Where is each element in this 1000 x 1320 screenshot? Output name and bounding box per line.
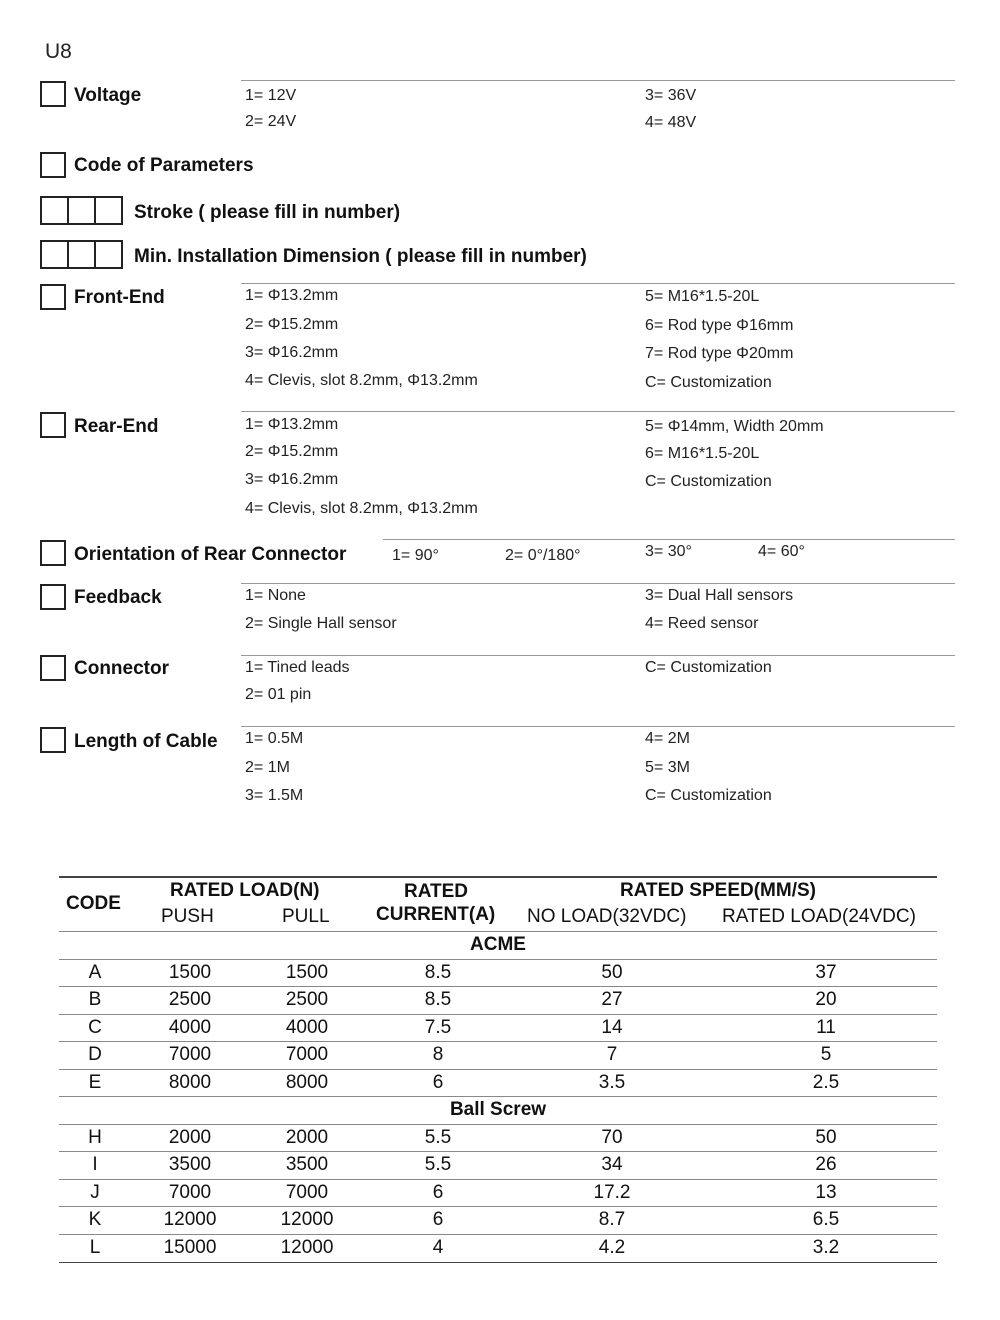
feedback-checkbox[interactable]	[40, 584, 66, 610]
row-divider	[59, 1234, 937, 1235]
cable-length-option: 5= 3M	[645, 759, 690, 776]
front-end-label: Front-End	[74, 287, 165, 308]
cell-pull: 2000	[285, 1126, 329, 1148]
cell-code: I	[92, 1154, 98, 1175]
rear-end-option: 5= Φ14mm, Width 20mm	[645, 418, 824, 435]
cell-current: 6	[432, 1071, 444, 1093]
cell-pull: 12000	[280, 1236, 334, 1258]
cell-rated-load-speed: 37	[815, 961, 837, 983]
cell-code: J	[90, 1181, 100, 1203]
cell-rated-load-speed: 3.2	[812, 1236, 840, 1258]
cell-pull: 7000	[285, 1181, 329, 1203]
section-divider	[59, 931, 937, 932]
cell-rated-load-speed: 13	[815, 1181, 837, 1203]
header-push: PUSH	[161, 906, 214, 927]
feedback-option: 2= Single Hall sensor	[245, 615, 397, 632]
cell-push: 2000	[168, 1126, 212, 1148]
table-top-rule	[59, 876, 937, 878]
cell-pull: 8000	[285, 1071, 329, 1093]
cell-push: 2500	[168, 989, 212, 1010]
row-divider	[59, 986, 937, 987]
feedback-option: 1= None	[245, 587, 306, 604]
orientation-label: Orientation of Rear Connector	[74, 544, 347, 565]
cell-push: 15000	[163, 1236, 217, 1258]
cell-pull: 4000	[285, 1016, 329, 1038]
voltage-checkbox[interactable]	[40, 81, 66, 107]
connector-option: 2= 01 pin	[245, 686, 312, 703]
cell-push: 12000	[163, 1209, 217, 1230]
front-end-option: 6= Rod type Φ16mm	[645, 317, 794, 334]
row-divider	[59, 1124, 937, 1125]
header-code: CODE	[66, 893, 121, 914]
cell-no-load-speed: 70	[601, 1126, 623, 1148]
cell-code: H	[88, 1126, 102, 1148]
orientation-option: 2= 0°/180°	[505, 547, 581, 564]
orientation-checkbox[interactable]	[40, 540, 66, 566]
front-end-option: 4= Clevis, slot 8.2mm, Φ13.2mm	[245, 372, 478, 389]
orientation-option: 1= 90°	[392, 547, 439, 564]
cell-pull: 2500	[285, 989, 329, 1010]
cell-current: 7.5	[424, 1016, 452, 1038]
cable-length-option: 3= 1.5M	[245, 787, 304, 804]
cell-rated-load-speed: 26	[815, 1154, 837, 1175]
cell-pull: 3500	[285, 1154, 329, 1175]
min-install-digit-box[interactable]	[67, 240, 96, 269]
row-divider	[59, 1014, 937, 1015]
min-install-input-boxes[interactable]	[40, 240, 123, 269]
cable-length-option: C= Customization	[645, 787, 772, 804]
code-of-parameters-checkbox[interactable]	[40, 152, 66, 178]
cell-no-load-speed: 4.2	[598, 1236, 626, 1258]
cell-current: 5.5	[424, 1154, 452, 1175]
row-divider	[59, 1041, 937, 1042]
cable-length-option: 1= 0.5M	[245, 730, 304, 747]
cell-push: 7000	[168, 1181, 212, 1203]
table-bottom-rule	[59, 1262, 937, 1263]
cell-no-load-speed: 34	[601, 1154, 623, 1175]
front-end-option: 7= Rod type Φ20mm	[645, 345, 794, 362]
cell-no-load-speed: 27	[601, 989, 623, 1010]
cell-current: 6	[432, 1209, 444, 1230]
cell-pull: 12000	[280, 1209, 334, 1230]
cell-no-load-speed: 3.5	[598, 1071, 626, 1093]
voltage-option: 3= 36V	[645, 87, 697, 104]
cell-code: A	[88, 961, 102, 983]
voltage-label: Voltage	[74, 85, 142, 106]
cell-rated-load-speed: 2.5	[812, 1071, 840, 1093]
cell-rated-load-speed: 20	[815, 989, 837, 1010]
front-end-option: 5= M16*1.5-20L	[645, 288, 760, 305]
cable-length-option: 2= 1M	[245, 759, 290, 776]
min-install-label: Min. Installation Dimension ( please fill in number)	[134, 246, 587, 267]
cable-length-divider	[241, 726, 955, 727]
stroke-digit-box[interactable]	[40, 196, 69, 225]
front-end-option: 3= Φ16.2mm	[245, 344, 339, 361]
orientation-option: 4= 60°	[758, 543, 805, 560]
cell-rated-load-speed: 11	[816, 1016, 836, 1038]
cell-push: 3500	[168, 1154, 212, 1175]
cell-no-load-speed: 7	[606, 1044, 618, 1065]
row-divider	[59, 1179, 937, 1180]
header-current: CURRENT(A)	[376, 904, 496, 925]
connector-checkbox[interactable]	[40, 655, 66, 681]
cell-code: D	[88, 1044, 102, 1065]
feedback-label: Feedback	[74, 587, 162, 608]
cell-rated-load-speed: 5	[820, 1044, 832, 1065]
stroke-input-boxes[interactable]	[40, 196, 123, 225]
section-divider	[59, 1096, 937, 1097]
code-of-parameters-label: Code of Parameters	[74, 155, 254, 176]
row-divider	[59, 1206, 937, 1207]
front-end-divider	[241, 283, 955, 284]
cell-pull: 1500	[285, 961, 329, 983]
cell-current: 5.5	[424, 1126, 452, 1148]
feedback-option: 3= Dual Hall sensors	[645, 587, 794, 604]
header-no-load: NO LOAD(32VDC)	[527, 906, 687, 927]
orientation-divider	[383, 539, 955, 540]
feedback-divider	[241, 583, 955, 584]
cell-push: 4000	[168, 1016, 212, 1038]
rear-end-option: 6= M16*1.5-20L	[645, 445, 760, 462]
row-divider	[59, 959, 937, 960]
header-rated: RATED	[404, 881, 469, 902]
rear-end-option: 3= Φ16.2mm	[245, 471, 339, 488]
rear-end-option: 1= Φ13.2mm	[245, 416, 339, 433]
rear-end-divider	[241, 411, 955, 412]
row-divider	[59, 1069, 937, 1070]
front-end-option: 1= Φ13.2mm	[245, 287, 339, 304]
min-install-digit-box[interactable]	[40, 240, 69, 269]
cell-push: 8000	[168, 1071, 212, 1093]
front-end-checkbox[interactable]	[40, 284, 66, 310]
rear-end-option: 2= Φ15.2mm	[245, 443, 339, 460]
rear-end-option: 4= Clevis, slot 8.2mm, Φ13.2mm	[245, 500, 478, 517]
voltage-option: 4= 48V	[645, 114, 697, 131]
cell-pull: 7000	[285, 1044, 329, 1065]
connector-divider	[241, 655, 955, 656]
rear-end-label: Rear-End	[74, 416, 159, 437]
cell-no-load-speed: 17.2	[593, 1181, 631, 1203]
cell-current: 8.5	[424, 989, 452, 1010]
cell-code: B	[88, 989, 102, 1010]
stroke-label: Stroke ( please fill in number)	[134, 202, 401, 223]
stroke-digit-box[interactable]	[67, 196, 96, 225]
cable-length-checkbox[interactable]	[40, 727, 66, 753]
cell-code: K	[88, 1209, 102, 1230]
header-rated-load: RATED LOAD(N)	[170, 880, 320, 901]
header-rated-speed: RATED SPEED(MM/S)	[620, 880, 816, 901]
cell-code: C	[88, 1016, 102, 1038]
cell-push: 7000	[168, 1044, 212, 1065]
orientation-option: 3= 30°	[645, 543, 692, 560]
cell-current: 4	[432, 1236, 444, 1258]
cell-current: 6	[432, 1181, 444, 1203]
voltage-option: 1= 12V	[245, 87, 297, 104]
connector-option: C= Customization	[645, 659, 772, 676]
model-code: U8	[45, 40, 72, 63]
table-section-title: Ball Screw	[449, 1099, 547, 1120]
cell-current: 8.5	[424, 961, 452, 983]
header-pull: PULL	[282, 906, 330, 927]
rear-end-checkbox[interactable]	[40, 412, 66, 438]
stroke-digit-box[interactable]	[94, 196, 123, 225]
cable-length-label: Length of Cable	[74, 731, 218, 752]
front-end-option: 2= Φ15.2mm	[245, 316, 339, 333]
header-rated-load-speed: RATED LOAD(24VDC)	[722, 906, 916, 927]
voltage-divider	[241, 80, 955, 81]
cell-rated-load-speed: 6.5	[812, 1209, 840, 1230]
voltage-option: 2= 24V	[245, 113, 297, 130]
cable-length-option: 4= 2M	[645, 730, 690, 747]
cell-current: 8	[432, 1044, 444, 1065]
table-section-title: ACME	[470, 934, 526, 955]
cell-no-load-speed: 50	[601, 961, 623, 983]
cell-no-load-speed: 8.7	[598, 1209, 626, 1230]
front-end-option: C= Customization	[645, 374, 772, 391]
row-divider	[59, 1151, 937, 1152]
cell-code: L	[89, 1236, 101, 1258]
cell-push: 1500	[168, 961, 212, 983]
cell-code: E	[88, 1071, 102, 1093]
feedback-option: 4= Reed sensor	[645, 615, 759, 632]
cell-no-load-speed: 14	[601, 1016, 623, 1038]
rear-end-option: C= Customization	[645, 473, 772, 490]
min-install-digit-box[interactable]	[94, 240, 123, 269]
connector-option: 1= Tined leads	[245, 659, 350, 676]
connector-label: Connector	[74, 658, 169, 679]
cell-rated-load-speed: 50	[815, 1126, 837, 1148]
